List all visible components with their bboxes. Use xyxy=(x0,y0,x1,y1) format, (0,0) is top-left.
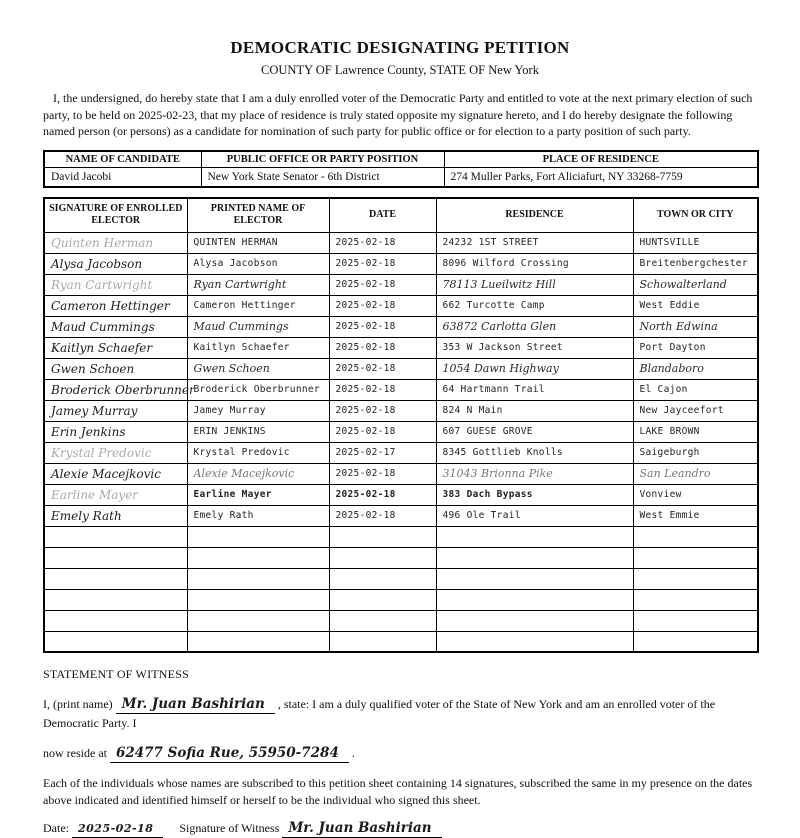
candidate-table xyxy=(43,150,759,189)
witness-statement-line1 xyxy=(43,695,757,732)
table-row xyxy=(44,421,758,442)
elector-printed-name: Broderick Oberbrunner xyxy=(187,379,329,400)
table-row xyxy=(44,316,758,337)
elector-town: Breitenbergchester xyxy=(633,253,758,274)
table-row xyxy=(44,442,758,463)
elector-signature: Gwen Schoen xyxy=(44,358,187,379)
col-town-or-city: TOWN OR CITY xyxy=(633,198,758,232)
elector-signature: Jamey Murray xyxy=(44,400,187,421)
entry-date: 2025-02-18 xyxy=(329,463,436,484)
elector-residence: 383 Dach Bypass xyxy=(436,484,633,505)
col-public-office: PUBLIC OFFICE OR PARTY POSITION xyxy=(201,151,444,168)
elector-residence: 63872 Carlotta Glen xyxy=(436,316,633,337)
witness-line1-suffix: , state: I am a duly qualified voter of the State of New York and am an enrolled voter of the Democratic Party. I xyxy=(43,697,716,730)
elector-residence: 8096 Wilford Crossing xyxy=(436,253,633,274)
elector-town: Blandaboro xyxy=(633,358,758,379)
table-row xyxy=(44,337,758,358)
elector-printed-name: Maud Cummings xyxy=(187,316,329,337)
elector-signature: Kaitlyn Schaefer xyxy=(44,337,187,358)
elector-residence: 8345 Gottlieb Knolls xyxy=(436,442,633,463)
elector-residence: 78113 Lueilwitz Hill xyxy=(436,274,633,295)
petition-intro-paragraph: I, the undersigned, do hereby state that I am a duly enrolled voter of the Democratic Party and entitled to vote at the next primary election of such party, to be held on 2025-02-23, that my place of residence is truly stated opposite my signature hereto, and I do hereby designate the following named person (or persons) as a candidate for nomination of such party for public office or for election to a party position of such party. xyxy=(43,91,753,139)
entry-date: 2025-02-18 xyxy=(329,505,436,526)
table-row xyxy=(44,295,758,316)
col-printed-name: PRINTED NAME OF ELECTOR xyxy=(187,198,329,232)
page-title: DEMOCRATIC DESIGNATING PETITION xyxy=(230,38,570,57)
witness-heading: STATEMENT OF WITNESS xyxy=(43,667,189,682)
table-row-empty xyxy=(44,568,758,589)
date-label: Date: xyxy=(43,821,69,836)
elector-signature: Maud Cummings xyxy=(44,316,187,337)
elector-printed-name: Cameron Hettinger xyxy=(187,295,329,316)
elector-residence: 31043 Brionna Pike xyxy=(436,463,633,484)
witness-line2-prefix: now reside at xyxy=(43,745,107,760)
elector-signature: Earline Mayer xyxy=(44,484,187,505)
table-row-empty xyxy=(44,631,758,652)
candidate-header-row xyxy=(44,151,758,168)
elector-printed-name: Jamey Murray xyxy=(187,400,329,421)
elector-residence: 24232 1ST STREET xyxy=(436,232,633,253)
elector-printed-name: Krystal Predovic xyxy=(187,442,329,463)
witness-address-field: 62477 Sofia Rue, 55950-7284 xyxy=(110,746,349,763)
elector-town: Saigeburgh xyxy=(633,442,758,463)
elector-signature: Emely Rath xyxy=(44,505,187,526)
table-row xyxy=(44,274,758,295)
witness-name-field: Mr. Juan Bashirian xyxy=(116,697,275,714)
entry-date: 2025-02-18 xyxy=(329,358,436,379)
entry-date: 2025-02-18 xyxy=(329,379,436,400)
elector-town: Port Dayton xyxy=(633,337,758,358)
table-row xyxy=(44,505,758,526)
elector-signature: Broderick Oberbrunner xyxy=(44,379,187,400)
table-row xyxy=(44,400,758,421)
elector-town: New Jayceefort xyxy=(633,400,758,421)
elector-town: Schowalterland xyxy=(633,274,758,295)
table-row-empty xyxy=(44,547,758,568)
signature-of-witness-label: Signature of Witness xyxy=(179,821,280,836)
col-residence: RESIDENCE xyxy=(436,198,633,232)
elector-printed-name: Ryan Cartwright xyxy=(187,274,329,295)
candidate-residence: 274 Muller Parks, Fort Aliciafurt, NY 33268-7759 xyxy=(444,167,758,187)
table-row-empty xyxy=(44,526,758,547)
witness-line1-prefix: I, (print name) xyxy=(43,697,113,712)
elector-residence: 824 N Main xyxy=(436,400,633,421)
signature-header-row xyxy=(44,198,758,232)
table-row xyxy=(44,358,758,379)
elector-residence: 64 Hartmann Trail xyxy=(436,379,633,400)
elector-signature: Krystal Predovic xyxy=(44,442,187,463)
entry-date: 2025-02-18 xyxy=(329,400,436,421)
elector-printed-name: QUINTEN HERMAN xyxy=(187,232,329,253)
elector-residence: 1054 Dawn Highway xyxy=(436,358,633,379)
table-row xyxy=(44,253,758,274)
elector-printed-name: Kaitlyn Schaefer xyxy=(187,337,329,358)
elector-signature: Erin Jenkins xyxy=(44,421,187,442)
candidate-office: New York State Senator - 6th District xyxy=(201,167,444,187)
elector-signature: Cameron Hettinger xyxy=(44,295,187,316)
elector-town: LAKE BROWN xyxy=(633,421,758,442)
elector-printed-name: Emely Rath xyxy=(187,505,329,526)
col-name-of-candidate: NAME OF CANDIDATE xyxy=(44,151,201,168)
entry-date: 2025-02-17 xyxy=(329,442,436,463)
elector-printed-name: ERIN JENKINS xyxy=(187,421,329,442)
col-date: DATE xyxy=(329,198,436,232)
elector-printed-name: Earline Mayer xyxy=(187,484,329,505)
col-signature: SIGNATURE OF ENROLLED ELECTOR xyxy=(44,198,187,232)
page-subtitle: COUNTY OF Lawrence County, STATE OF New York xyxy=(261,63,539,77)
witness-statement-line2 xyxy=(43,746,757,763)
elector-residence: 662 Turcotte Camp xyxy=(436,295,633,316)
elector-signature: Alexie Macejkovic xyxy=(44,463,187,484)
candidate-row xyxy=(44,167,758,187)
entry-date: 2025-02-18 xyxy=(329,484,436,505)
witness-signature-field: Mr. Juan Bashirian xyxy=(282,821,441,838)
elector-printed-name: Alysa Jacobson xyxy=(187,253,329,274)
entry-date: 2025-02-18 xyxy=(329,421,436,442)
table-row xyxy=(44,379,758,400)
elector-signature: Alysa Jacobson xyxy=(44,253,187,274)
elector-printed-name: Gwen Schoen xyxy=(187,358,329,379)
table-row-empty xyxy=(44,589,758,610)
witness-line2-suffix: . xyxy=(351,745,355,760)
entry-date: 2025-02-18 xyxy=(329,316,436,337)
entry-date: 2025-02-18 xyxy=(329,274,436,295)
signature-table xyxy=(43,197,759,653)
elector-signature: Quinten Herman xyxy=(44,232,187,253)
elector-town: El Cajon xyxy=(633,379,758,400)
elector-signature: Ryan Cartwright xyxy=(44,274,187,295)
entry-date: 2025-02-18 xyxy=(329,337,436,358)
elector-town: West Eddie xyxy=(633,295,758,316)
table-row xyxy=(44,463,758,484)
entry-date: 2025-02-18 xyxy=(329,295,436,316)
entry-date: 2025-02-18 xyxy=(329,232,436,253)
table-row-empty xyxy=(44,610,758,631)
entry-date: 2025-02-18 xyxy=(329,253,436,274)
elector-town: North Edwina xyxy=(633,316,758,337)
witness-date-field: 2025-02-18 xyxy=(72,823,163,837)
elector-town: San Leandro xyxy=(633,463,758,484)
table-row xyxy=(44,232,758,253)
elector-town: West Emmie xyxy=(633,505,758,526)
col-place-of-residence: PLACE OF RESIDENCE xyxy=(444,151,758,168)
witness-attestation-paragraph: Each of the individuals whose names are subscribed to this petition sheet containing 14 signatures, subscribed the same in my presence on the dates above indicated and identified himself or herself to be the individual who signed this sheet. xyxy=(43,775,753,807)
elector-residence: 496 Ole Trail xyxy=(436,505,633,526)
elector-printed-name: Alexie Macejkovic xyxy=(187,463,329,484)
elector-town: Vonview xyxy=(633,484,758,505)
candidate-name: David Jacobi xyxy=(44,167,201,187)
elector-residence: 353 W Jackson Street xyxy=(436,337,633,358)
elector-town: HUNTSVILLE xyxy=(633,232,758,253)
witness-date-line xyxy=(43,821,757,838)
table-row xyxy=(44,484,758,505)
elector-residence: 607 GUESE GROVE xyxy=(436,421,633,442)
